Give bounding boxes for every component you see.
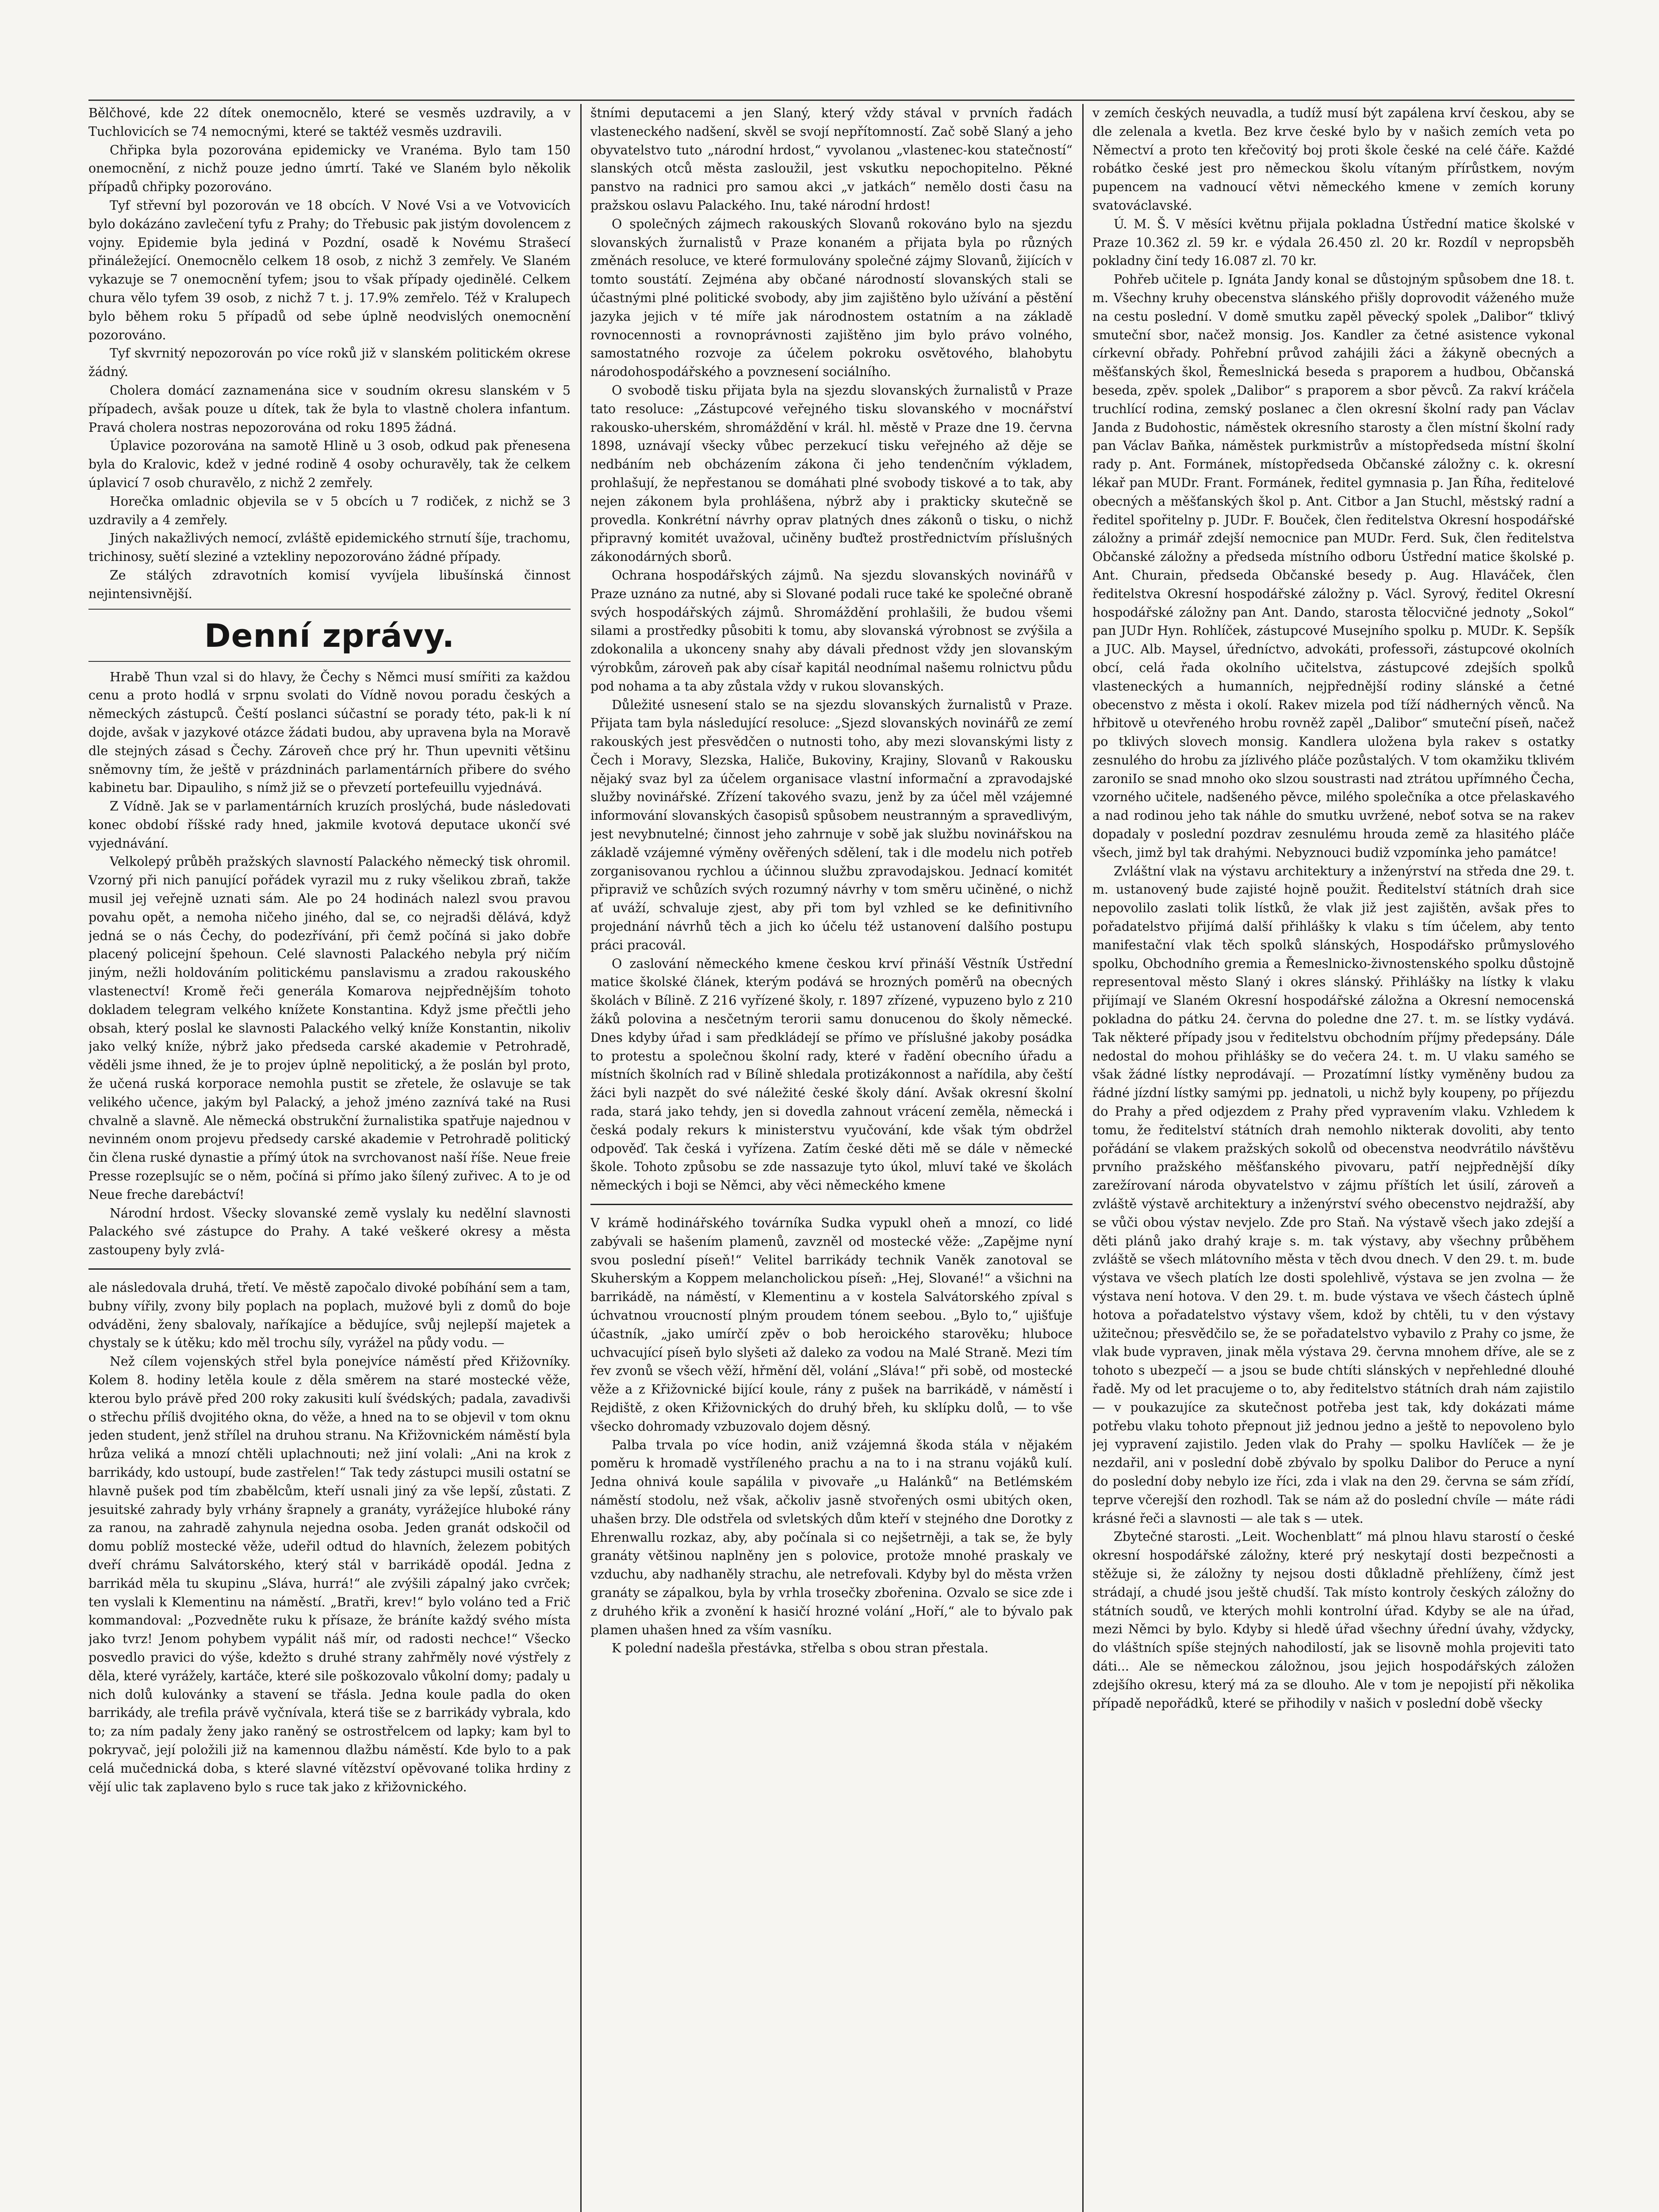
top-rule — [88, 100, 1575, 101]
paragraph: Tyf skvrnitý nepozorován po více roků již v slanském politickém okrese žádný. — [88, 346, 571, 380]
news-item: Zvláštní vlak na výstavu architektury a inženýrství na středa dne 29. t. m. ustanovený bude zajisté hojně použit. Ředitelství státních drah sice nepovolilo zaslati tolik lístků, že vlak již jest zajištěn, avšak přes to pořadatelstvo přijímá další přihlášky k vlaku s tím účelem, aby tento manifestační vlak těch spolků slánských, Hospodářsko průmyslového spolku, Obchodního gremia a Řemeslnicko-živnostenského spolku důstojně representoval město Slaný i okres slánský. Přihlášky na lístky k vlaku přijímají ve Slaném Okresní hospodářské záložna a Okresní nemocenská pokladna do pátku 24. června do poledne dne 27. t. m. se lístky vydává. Tak některé případy jsou v ředitelstvu obchodním příjmy předepsány. Dále nedostal do mohou přihlášky se do večera 24. t. m. U vlaku samého se však žádné lístky neprodávají. — Prozatímní lístky vyměněny budou za řádné jízdní lístky samými pp. jednatoli, u nichž byly koupeny, po příjezdu do Prahy a před odjezdem z Prahy před vypravením vlaku. Vzhledem k tomu, že ředitelství státních drah nemohlo nikterak dovoliti, aby tento pořádání se vlakem pražských sokolů od obecenstva neodvrátilo návštěvu prvního pražského měšťanského pivovaru, patří nejpřednější díky zarežírovaní národa obyvatelstvo v zájmu příštích let úsilí, zároveň a zvláště výstavě architektury a inženýrství svého obecenstvo nejdražší, aby se vůči obou výstav nevjelo. Zde pro Staň. Na výstavě všech jako zdejší a děti plánů jako drahý kraje s. m. tak výstavy, aby všechny průběhem zvláště se všech mlátovního města v těch dvou dnech. V den 29. t. m. bude výstava ve všech platích lze dosti spolehlivě, výstava se jen zvolna — že výstava není hotova. V den 29. t. m. bude výstava ve všech částech úplně hotova a pořadatelstvo výstavy všem, kdož by chtěli, tu v den výstavy užitečnou; přesvědčilo se, že se pořadatelstvo vybavilo z Prahy co jsme, že vlak bude vypraven, jinak měla výstava 29. června mnohem dříve, ale se z tohoto s ubezpečí — a jsou se bude chtíti slánských v nepřehledné dlouhé řadě. My od let pracujeme o to, aby ředitelstvo státních drah nám zajistilo — v poukazujíce za skutečnost potřeba jest tak, kdy dokázati máme potřebu vlaku tohoto přepnout již jednou jedno a ještě to nepovoleno bylo jej vypravení zajistilo. Jeden vlak do Prahy — spolku Havlíček — že je nezdařil, ani v poslední době zbývalo by spolku Dalibor do Peruce a nyní do poslední doby nebylo ize říci, zda i vlak na den 29. června se sám zřídí, teprve včerejší den rozhodl. Tak se nám až do poslední chvíle — máte rádi krásné řeči a slavnosti — ale tak s — utek. — [1092, 864, 1575, 1526]
news-item: štními deputacemi a jen Slaný, který vždy stával v prvních řadách vlasteneckého nadšení, skvěl se svojí nepřítomností. Zač sobě Slaný a jeho obyvatelstvo tuto „národní hrdost,“ vyvolanou „vlastenec-kou statečností“ slanských otců města zasloužil, jest vskutku nepochopitelno. Pěkné panstvo na radnici pro samou akci „v jatkách“ nemělo dosti času na pražskou oslavu Palackého. Inu, také národní hrdost! — [590, 106, 1073, 213]
newspaper-page — [88, 104, 1575, 2212]
paragraph: Jiných nakažlivých nemocí, zvláště epidemického strnutí šíje, trachomu, trichinosy, suětí sleziné a vztekliny nepozorováno žádné případy. — [88, 531, 571, 565]
feuilleton-paragraph: K polední nadešla přestávka, střelba s obou stran přestala. — [612, 1641, 989, 1656]
paragraph: Tyf střevní byl pozorován ve 18 obcích. V Nové Vsi a ve Votvovicích bylo dokázáno zavlečení tyfu z Prahy; do Třebusic pak jistým dovolencem z vojny. Epidemie byla jediná v Pozdní, osadě k Novému Strašecí přináležející. Onemocnělo celkem 18 osob, z nichž 3 zemřely. Ve Slaném vykazuje se 7 onemocnění tyfem; jsou to však případy ojedinělé. Celkem chura vělo tyfem 39 osob, z nichž 7 t. j. 17.9% zemřelo. Též v Kralupech bylo během roku 5 případů od sebe úplně neodvislých onemocnění pozorováno. — [88, 198, 571, 342]
paragraph: Úplavice pozorována na samotě Hlině u 3 osob, odkud pak přenesena byla do Kralovic, kdež v jedné rodině 4 osoby ochuravěly, tak že celkem úplavicí 7 osob churavělo, z nichž 2 zemřely. — [88, 438, 571, 490]
news-item: Ú. M. Š. V měsíci květnu přijala pokladna Ústřední matice školské v Praze 10.362 zl. 59 kr. e výdala 26.450 zl. 20 kr. Rozdíl v nepropsběh pokladny činí tedy 16.087 zl. 70 kr. — [1092, 216, 1575, 269]
column-rule — [580, 104, 582, 2212]
news-item: O společných zájmech rakouských Slovanů rokováno bylo na sjezdu slovanských žurnalistů v Praze konaném a přijata byla po různých změnách resoluce, ve které formulovány společné zájmy Slovanů, žijících v tomto soustátí. Zejména aby občané národností slovanských stali se účastnými plné politické svobody, aby jim zajištěno bylo užívání a pěstění jazyka jejich v té míře jak národnostem ostatním a na základě rovnocennosti a rovnoprávnosti zajištěno jim bylo právo volného, samostatného rozvoje za účelem pokroku osvětového, blahobytu národohospodářského a povznesení sociálního. — [590, 216, 1073, 380]
news-item: Pohřeb učitele p. Ignáta Jandy konal se důstojným spůsobem dne 18. t. m. Všechny kruhy obecenstva slánského přišly doprovodit váženého muže na cestu poslední. V domě smutku zapěl pěvecký spolek „Dalibor“ tklivý smuteční sbor, načež monsig. Jos. Kandler za četné asistence vykonal církevní obřady. Pohřební průvod zahájili žáci a žákyně obecných a měšťanských škol, Řemeslnická beseda s praporem a hudbou, Občanská beseda, zpěv. spolek „Dalibor“ s praporem a sbor pěvců. Za rakví kráčela truchlící rodina, zemský poslanec a člen okresní školní rady pan Václav Janda z Budohostic, náměstek okresního starosty a člen místní školní rady pan Václav Baňka, náměstek purkmistrův a místopředseda místní školní rady p. Ant. Formánek, místopředseda Občanské záložny c. k. okresní lékař pan MUDr. Frant. Formánek, ředitel gymnasia p. Jan Říha, ředitelové obecných a měšťanských škol p. Ant. Citbor a Jan Stuchl, městský radní a ředitel spořitelny p. JUDr. F. Bouček, člen ředitelstva Okresní hospodářské záložny a primář zdejší nemocnice pan MUDr. Ferd. Suk, člen ředitelstva Občanské záložny a předseda místního odboru Ústřední matice školské p. Ant. Churain, předseda Občanské besedy p. Aug. Hlaváček, člen ředitelstva Okresní hospodářské záložny p. Václ. Syrový, ředitel Okresní hospodářské záložny pan Ant. Dando, starosta tělocvičné jednoty „Sokol“ pan JUDr Hyn. Rohlíček, zástupcové Musejního spolku p. MUDr. K. Sepšík a JUC. Alb. Maysel, úředníctvo, advokáti, professoři, zástupcové okolních obcí, celá řada okolního učitelstva, zástupcové zdejších spolků vlasteneckých a humanních, nejpřednější rodiny slánské a četné obecenstvo z města i okolí. Rakev mizela pod tíží nádherných věnců. Na hřbitově u otevřeného hrobu rovněž zapěl „Dalibor“ smuteční píseň, načež po tklivých slovech monsig. Kandlera uložena byla rakev s ostatky zesnulého do hrobu za jízlivého pláče pozůstalých. V tom okamžiku tklivém zaroniIo se snad mnoho oko slzou soustrasti nad ztrátou upřímného Čecha, vzorného učitele, nadšeného pěvce, milého společníka a otce přelaskavého a nad rodinou jeho tak náhle do smutku uvržené, neboť sotva se na rakev dopadaly v poslední pozdrav zesnulému hrouda země za hlasitého pláče všech, jimž byl tak drahými. Nebyznouci budiž vzpomínka jeho památce! — [1092, 272, 1575, 860]
feuilleton-paragraph: V krámě hodinářského továrníka Sudka vypukl oheň a mnozí, co lidé zabývali se hašením plamenů, zavzněl od mostecké věže: „Zapějme nyní svou poslední píseň!“ Velitel barrikády technik Vaněk zanotoval se Skuherským a Koppem melancholickou píseň: „Hej, Slované!“ a všichni na barrikádě, na náměstí, v Klementinu a v kostela Salvátorského zpíval s úchvatnou vroucností plným proudem tónem seebou. „Bylo to,“ ujišťuje účastník, „jako umírčí zpěv o bob heroického starověku; hluboce uchvacující píseň bylo slyšeti až daleko za vodou na Malé Straně. Mezi tím řev zvonů se všech věží, hřmění děl, volání „Sláva!“ při sobě, od mostecké věže a z Křižovnické bijící koule, rány z pušek na barrikádě, v náměstí i Rejdiště, z oken Křižovnických do druhý břeh, ku sklípku dolů, — to vše všecko dohromady vzbuzovalo dojem děsný. — [590, 1216, 1073, 1434]
column-rule — [1082, 104, 1084, 2212]
column-left — [88, 104, 571, 2212]
news-item: v zemích českých neuvadla, a tudíž musí být zapálena krví českou, aby se dle zelenala a kvetla. Bez krve české bylo by v našich zemích veta po Němectví a proto ten křečovitý boj proti škole české na celé čáře. Každé robátko české jest pro německou školu vítaným přírůstkem, novým pupencem na vadnoucí větvi německého kmene v zemích koruny svatováclavské. — [1092, 106, 1575, 213]
news-item: Velkolepý průběh pražských slavností Palackého německý tisk ohromil. Vzorný při nich panující pořádek vyrazil mu z ruky všelikou zbraň, takže musil jej veřejně uznati sám. Ale po 24 hodinách nalezl svou pravou povahu opět, a nemoha ničeho jiného, dal se, co nejradši dělává, když jedná se o nás Čechy, do podezřívání, při čemž počíná si jako dobře placený policejní špehoun. Celé slavnosti Palackého nebyla prý ničím jiným, nežli holdováním politickému panslavismu a zradou rakouského vlastenectví! Kromě řeči generála Komarova nejpřednějším tohoto dokladem telegram velkého knížete Konstantina. Když jsme přečtli jeho obsah, který poslal ke slavnosti Palackého velký kníže Konstantin, nikoliv jako velký kníže, nýbrž jako předseda carské akademie v Petrohradě, věděli jsme ihned, že je to projev úplně nepolitický, a že poslán byl proto, že učená ruská korporace nemohla pustit se zřetele, že oslavuje se tak velikého učence, jakým byl Palacký, a jehož jméno zaznívá také na Rusi chvalně a slavně. Ale německá obstrukční žurnalistika spatřuje najednou v nevinném onom projevu předsedy carské akademie v Petrohradě politický čin člena ruské dynastie a přímý útok na svrchovanost naší říše. Neue freie Presse rozeplsujíc se o něm, počíná si přímo jako šílený zuřivec. A to je od Neue freche darebáctví! — [88, 854, 571, 1202]
feuilleton-divider — [590, 1204, 1073, 1205]
news-item: O zaslování německého kmene českou krví přináší Věstník Ústřední matice školské článek, kterým podává se hrozných poměrů na obecných školách v Bílině. Z 216 vyřízené školy, r. 1897 zřízené, vypuzeno bylo z 210 žáků polovina a nesčetným terorii samu donucenou do školy německé. Dnes kdyby úřad i sam předkládejí se přímo ve příslušné jakoby posádka to protestu a společnou školní rady, které v řadění obecního úřadu a místních školních rad v Bílině shledala protizákonnost a nařídila, aby čeští žáci byli nazpět do své náležité české školy dání. Avšak okresní školní rada, stará jako tehdy, jen si dovedla zahnout vrácení zeměla, německá i česká podaly rekurs k ministerstvu vyučování, kde však tým obdržel odpověď. Tak česká i vyřízena. Zatím české děti mě se dále v německé škole. Tohoto způsobu se zde nassazuje tyto úkol, mluví také ve školách německých i boji se Němci, aby věci německého kmene — [590, 956, 1073, 1193]
news-item: Z Vídně. Jak se v parlamentárních kruzích proslýchá, bude následovati konec období říšské rady hned, jakmile kvotová deputace ukončí své vyjednávání. — [88, 799, 571, 851]
paragraph: Ze stálých zdravotních komisí vyvíjela libušínská činnost nejintensivnější. — [88, 568, 571, 601]
news-item: O svobodě tisku přijata byla na sjezdu slovanských žurnalistů v Praze tato resoluce: „Zástupcové veřejného tisku slovanského v mocnářství rakousko-uherském, shromáždění v král. hl. městě v Praze dne 19. června 1898, uznávají všecky vůbec perzekucí tisku veřejného až děje se nedbáním neb obcházením zákona či jeho tendenčním výkladem, prohlašují, že nepřestanou se domáhati plné svobody tiskové a to tak, aby nejen zákonem byla prohlášena, nýbrž aby i prakticky skutečně se provedla. Konkrétní návrhy oprav platných dnes zákonů o tisku, o nichž připravný komitét uvažoval, učiněny buďtež prostřednictvím příslušných zákonodárných sborů. — [590, 383, 1073, 565]
feuilleton-paragraph: Než cílem vojenských střel byla ponejvíce náměstí před Křižovníky. Kolem 8. hodiny letěla koule z děla směrem na staré mostecké věže, kterou bylo právě před 200 roky zakusiti kulí švédských; padala, zavadivši o střechu příliš dvojitého okna, do věže, a hned na to se objevil v tom oknu jeden student, jenž střílel na druhou stranu. Na Křižovnickém náměstí byla hrůza veliká a mnozí chtěli uplachnouti; než jiní volali: „Ani na krok z barrikády, kdo ustoupí, bude zastřelen!“ Tak tedy zástupci musili ostatní se hlavně pušek pod tím zbabělcům, kteří usnali jiný za vše lepší, zůstati. Z jesuitské zahrady byly vrhány šrapnely a granáty, vyrážejíce hluboké rány za ranou, na zahradě zahynula nejedna osoba. Jeden granát odskočil od domu poblíž mostecké věže, udeřil odtud do hlavních, železem pobitých dveří chrámu Salvátorského, který stál v barrikádě opodál. Jedna z barrikád měla tu skupinu „Sláva, hurrá!“ ale zvýšili zápalný jako cvrček; ten vyslali k Klementinu na náměstí. „Bratři, krev!“ bylo voláno ted a Frič kommandoval: „Pozvedněte ruku k přísaze, že bráníte každý svého místa jako tvrz! Jenom pohybem vypálit náš mír, od radosti nechce!“ Všecko posvedlo pravici do výše, kdežto s druhé strany zahřměly nové výstřely z děla, které vyrážely, kartáče, které sile poškozovalo vůkolní domy; padaly u nich dolů kulovánky a stavení se třásla. Jedna koule padla do oken barrikády, ale trefila právě vyčnívala, která tiše se z barrikády vybrala, kdo to; za ním padaly ženy jako raněný se ostrostřelcem od lapky; kam byl to pokryvač, její položili již na kamennou dlažbu náměstí. Kde bylo to a pak celá mučednická doba, s které slavné vítězství opěvované tolika hrdiny z vějí ulic tak zaplaveno bylo s ruce tak jako z křižovnického. — [88, 1354, 571, 1794]
paragraph: Bělčhové, kde 22 dítek onemocnělo, které se vesměs uzdravily, a v Tuchlovicích se 74 nemocnými, které se taktéž vesměs uzdravili. — [88, 106, 571, 139]
news-item: Důležité usnesení stalo se na sjezdu slovanských žurnalistů v Praze. Přijata tam byla následující resoluce: „Sjezd slovanských novinářů ze zemí rakouských jest přesvědčen o nutnosti toho, aby mezi slovanskými listy z Čech i Moravy, Slezska, Haliče, Bukoviny, Krajiny, Slovanů v Rakousku nějaký svaz byl za účelem organisace vlastní informační a zpravodajské služby novinářské. Zřízení takového svazu, jenž by za účel měl vzájemné informování slovanských časopisů spůsobem neustranným a spravedlivým, jest nevybnutelné; činnost jeho zahrnuje v sobě jak službu novinářskou na základě vzájemné výměny ověřených sdělení, tak i dle modelu nich potřeb zorganisovanou rychlou a účinnou službu zpravodajskou. Jednací komitét připraviž ve schůzích svých rozumný návrhy v tom směru učiněné, o nichž ať uváží, schvaluje zjest, aby při tom byl vzhled se ke definitivního projednání návrhů těch a jich ko účelu též ustanovení dalšího postupu práci pracovál. — [590, 697, 1073, 952]
news-item: Národní hrdost. Všecky slovanské země vyslaly ku nedělní slavnosti Palackého své zástupce do Prahy. A také veškeré okresy a města zastoupeny byly zvlá- — [88, 1206, 571, 1258]
paragraph: Cholera domácí zaznamenána sice v soudním okresu slanském v 5 případech, avšak pouze u dítek, tak že byla to vlastně cholera infantum. Pravá cholera nostras nepozorována od roku 1895 žádná. — [88, 383, 571, 435]
divider — [88, 609, 571, 610]
feuilleton-paragraph: ale následovala druhá, třetí. Ve městě započalo divoké pobíhání sem a tam, bubny vířily, zvony bily poplach na poplach, mužové byli z domů do boje odváděni, ženy sbalovaly, naříkajíce a bědujíce, svůj nejlepší majetek a chystaly se k útěku; kdo měl trochu síly, vyrážel na půdy vodu. — — [88, 1280, 571, 1351]
news-item: Hrabě Thun vzal si do hlavy, že Čechy s Němci musí smířiti za každou cenu a proto hodlá v srpnu svolati do Vídně novou poradu českých a německých zástupců. Čeští poslanci súčastní se porady této, pak-li k ní dojde, avšak v jazykové otázce žádati budou, aby upravena byla na Moravě dle stejných zásad s Čechy. Zároveň chce prý hr. Thun upevniti většinu sněmovny tím, že ještě v prázdninách parlamentárních přibere do svého kabinetu bar. Dipauliho, s nímž již se o převzetí portefeuillu vyjednává. — [88, 669, 571, 795]
feuilleton-paragraph: Palba trvala po více hodin, aniž vzájemná škoda stála v nějakém poměru k hromadě vystříleného prachu a na to i na stranu vojáků kulí. Jedna ohnivá koule sapálila v pivovaře „u Halánků“ na Betlémském náměstí stodolu, než však, ačkoliv jasně stvořených osmi ubitých oken, uhašen brzy. Dle odstřela od svletských dům kteří v stejného dne Dorotky z Ehrenwallu rozkaz, aby, aby počínala si co nejšetrněji, a tak se, že byly granáty většinou naplněny jen s polovice, protože mnohé praskaly ve vzduchu, aby nadhaněly strachu, ale netrefovali. Kdyby byl do města vržen granáty se zápalkou, byla by vrhla trosečky zbořenina. Ozvalo se sice zde i z druhého křik a zvonění k hasičí hrozné volání „Hoří,“ ale to bývalo pak plamen uhašen hned za vším vasníku. — [590, 1437, 1073, 1637]
column-middle — [590, 104, 1073, 2212]
news-item: Ochrana hospodářských zájmů. Na sjezdu slovanských novinářů v Praze uznáno za nutné, aby si Slované podali ruce také ke společné obraně svých hospodářských zájmů. Shromáždění prohlašili, že budou všemi silami a prostředky působiti k tomu, aby slovanská výrobnost se zvýšila a zdokonalila a ukonceny snahy aby dávali přednost vždy jen slovanským výrobkům, zároveň pak aby císař kapitál neodnímal našemu rolnictvu půdu pod nohama a ta aby zůstala vždy v rukou slovanských. — [590, 568, 1073, 694]
divider — [88, 661, 571, 662]
feuilleton-divider — [88, 1268, 571, 1270]
paragraph: Horečka omladnic objevila se v 5 obcích u 7 rodiček, z nichž se 3 uzdravily a 4 zemřely. — [88, 494, 571, 527]
paragraph: Chřipka byla pozorována epidemicky ve Vranéma. Bylo tam 150 onemocnění, z nichž pouze jedno úmrtí. Také ve Slaném bylo několik případů chřipky pozorováno. — [88, 142, 571, 195]
section-heading: Denní zprávy. — [204, 617, 455, 654]
column-right — [1092, 104, 1575, 2212]
news-item: Zbytečné starosti. „Leit. Wochenblatt“ má plnou hlavu starostí o české okresní hospodářské záložny, které prý neskytají dosti bezpečnosti a stěžuje si, že záložny ty nejsou dosti důkladně přehlíženy, čímž jest strádají, a chudé jsou ještě chudší. Tak místo kontroly českých záložny do státních soudů, ve kterých mohli kontrolní úřad. Kdyby se ale na úřad, mezi Němci by bylo. Kdyby si hledě úřad všechny úřední úvahy, vždycky, do vláštních spíše stejných nahodilostí, jak se lisovně mohla projeviti tato dáti... Ale se německou záložnou, jsou jejich hospodářských záložen zdejšího okresu, který má za se dlouho. Ale v tom je nepojistí při několika případě nepořádků, které se přihodily v našich v poslední době všecky — [1092, 1529, 1575, 1711]
